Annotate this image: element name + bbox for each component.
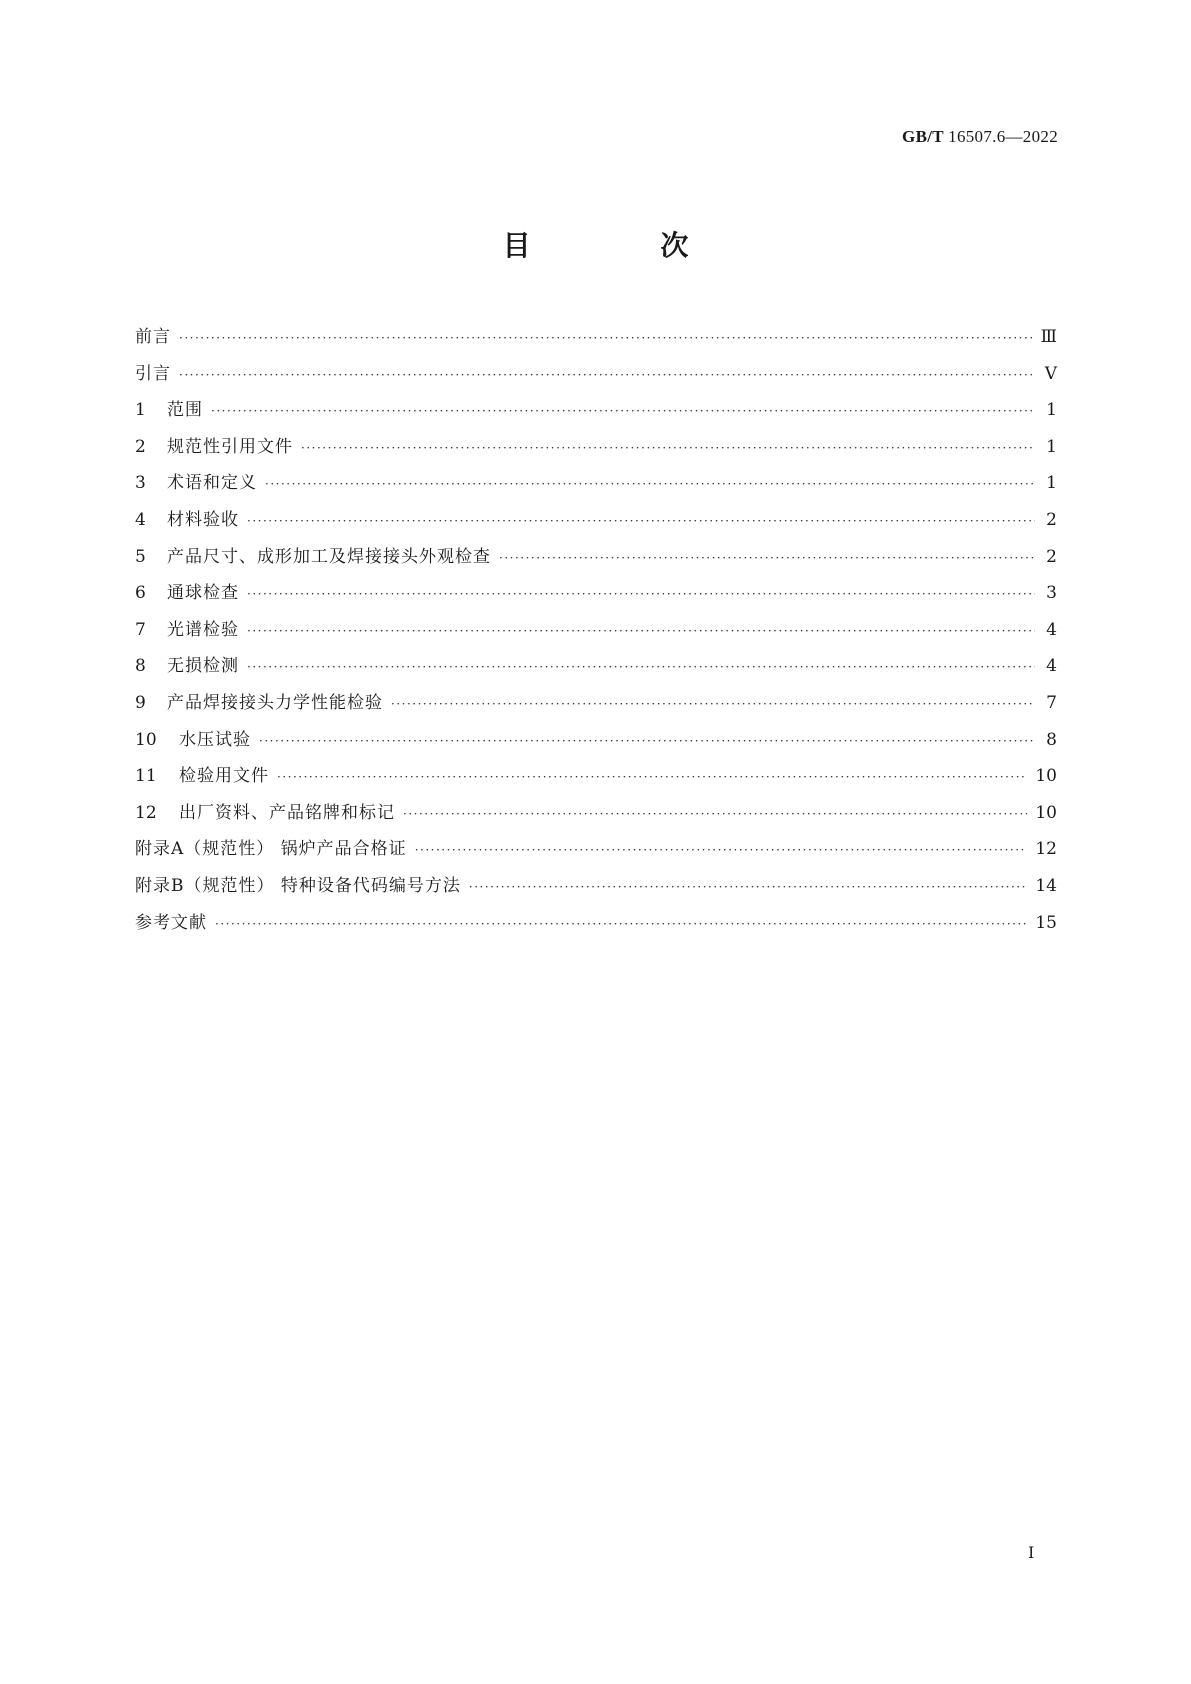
toc-dot-leader — [403, 807, 1027, 821]
toc-entry-1[interactable] — [135, 395, 1057, 432]
toc-entry-label: 范围 — [167, 400, 203, 421]
toc-entry-page: Ⅴ — [1044, 363, 1057, 384]
toc-entry-label: 水压试验 — [179, 729, 251, 750]
toc-entry-12[interactable] — [135, 798, 1057, 835]
toc-dot-leader — [211, 404, 1035, 418]
toc-entry-7[interactable] — [135, 615, 1057, 652]
toc-entry-3[interactable] — [135, 468, 1057, 505]
toc-dot-leader — [247, 660, 1035, 674]
toc-entry-4[interactable] — [135, 505, 1057, 542]
toc-entry-label: 检验用文件 — [179, 766, 269, 787]
toc-entry-page: 8 — [1046, 729, 1057, 750]
toc-dot-leader — [277, 770, 1027, 784]
toc-dot-leader — [265, 477, 1035, 491]
toc-entry-label: 产品尺寸、成形加工及焊接接头外观检查 — [167, 546, 491, 567]
toc-entry-annex-b[interactable] — [135, 871, 1057, 908]
toc-dot-leader — [247, 587, 1035, 601]
toc-entry-page: Ⅲ — [1040, 327, 1057, 347]
toc-entry-label: 附录B（规范性） 特种设备代码编号方法 — [135, 875, 461, 896]
document-code: GB/T — [902, 127, 944, 146]
toc-entry-page: 2 — [1046, 509, 1057, 530]
toc-entry-label: 无损检测 — [167, 656, 239, 677]
toc-entry-page: 14 — [1035, 875, 1057, 896]
toc-entry-number: 12 — [135, 802, 157, 823]
toc-entry-number: 7 — [135, 619, 146, 640]
toc-entry-label: 参考文献 — [135, 912, 207, 933]
toc-entry-number: 11 — [135, 766, 157, 787]
document-identifier — [902, 127, 1058, 147]
toc-entry-page: 4 — [1046, 656, 1057, 677]
toc-dot-leader — [469, 880, 1027, 894]
toc-entry-page: 1 — [1046, 436, 1057, 457]
toc-dot-leader — [301, 441, 1035, 455]
toc-entry-page: 1 — [1046, 473, 1057, 494]
toc-entry-number: 5 — [135, 546, 146, 567]
toc-entry-page: 3 — [1046, 583, 1057, 604]
toc-entry-number: 6 — [135, 583, 146, 604]
toc-entry-page: 2 — [1046, 546, 1057, 567]
toc-dot-leader — [499, 551, 1035, 565]
table-of-contents — [135, 322, 1057, 944]
toc-entry-number: 2 — [135, 436, 146, 457]
toc-dot-leader — [247, 514, 1035, 528]
toc-entry-5[interactable] — [135, 542, 1057, 579]
toc-entry-label: 材料验收 — [167, 509, 239, 530]
toc-entry-foreword[interactable] — [135, 322, 1057, 359]
toc-entry-10[interactable] — [135, 725, 1057, 762]
toc-entry-label: 产品焊接接头力学性能检验 — [167, 692, 383, 713]
toc-entry-label: 规范性引用文件 — [167, 436, 293, 457]
toc-entry-number: 8 — [135, 656, 146, 677]
toc-entry-label: 前言 — [135, 327, 171, 347]
toc-entry-number: 4 — [135, 509, 146, 530]
toc-entry-label: 引言 — [135, 363, 171, 384]
toc-dot-leader — [247, 624, 1035, 638]
toc-entry-label: 光谱检验 — [167, 619, 239, 640]
toc-dot-leader — [179, 331, 1033, 345]
toc-entry-page: 10 — [1035, 766, 1057, 787]
toc-entry-page: 15 — [1035, 912, 1057, 933]
toc-entry-11[interactable] — [135, 761, 1057, 798]
toc-dot-leader — [259, 734, 1035, 748]
toc-entry-label: 通球检查 — [167, 583, 239, 604]
toc-entry-label: 附录A（规范性） 锅炉产品合格证 — [135, 839, 407, 860]
toc-entry-8[interactable] — [135, 651, 1057, 688]
toc-dot-leader — [391, 697, 1035, 711]
toc-entry-number: 9 — [135, 692, 146, 713]
toc-entry-number: 3 — [135, 473, 146, 494]
page-number: Ⅰ — [1028, 1543, 1035, 1562]
toc-entry-bibliography[interactable] — [135, 908, 1057, 945]
toc-dot-leader — [415, 843, 1028, 857]
document-number: 16507.6—2022 — [948, 127, 1058, 146]
toc-entry-2[interactable] — [135, 432, 1057, 469]
toc-dot-leader — [215, 917, 1027, 931]
page-title: 目 次 — [502, 229, 749, 262]
toc-entry-introduction[interactable] — [135, 359, 1057, 396]
toc-entry-page: 7 — [1046, 692, 1057, 713]
toc-entry-label: 出厂资料、产品铭牌和标记 — [179, 802, 395, 823]
toc-entry-page: 10 — [1035, 802, 1057, 823]
toc-entry-annex-a[interactable] — [135, 834, 1057, 871]
toc-entry-page: 4 — [1046, 619, 1057, 640]
toc-dot-leader — [179, 368, 1035, 382]
toc-entry-6[interactable] — [135, 578, 1057, 615]
toc-entry-page: 12 — [1035, 839, 1057, 860]
toc-entry-label: 术语和定义 — [167, 473, 257, 494]
toc-entry-number: 1 — [135, 400, 146, 421]
toc-entry-number: 10 — [135, 729, 157, 750]
toc-entry-page: 1 — [1046, 400, 1057, 421]
toc-entry-9[interactable] — [135, 688, 1057, 725]
